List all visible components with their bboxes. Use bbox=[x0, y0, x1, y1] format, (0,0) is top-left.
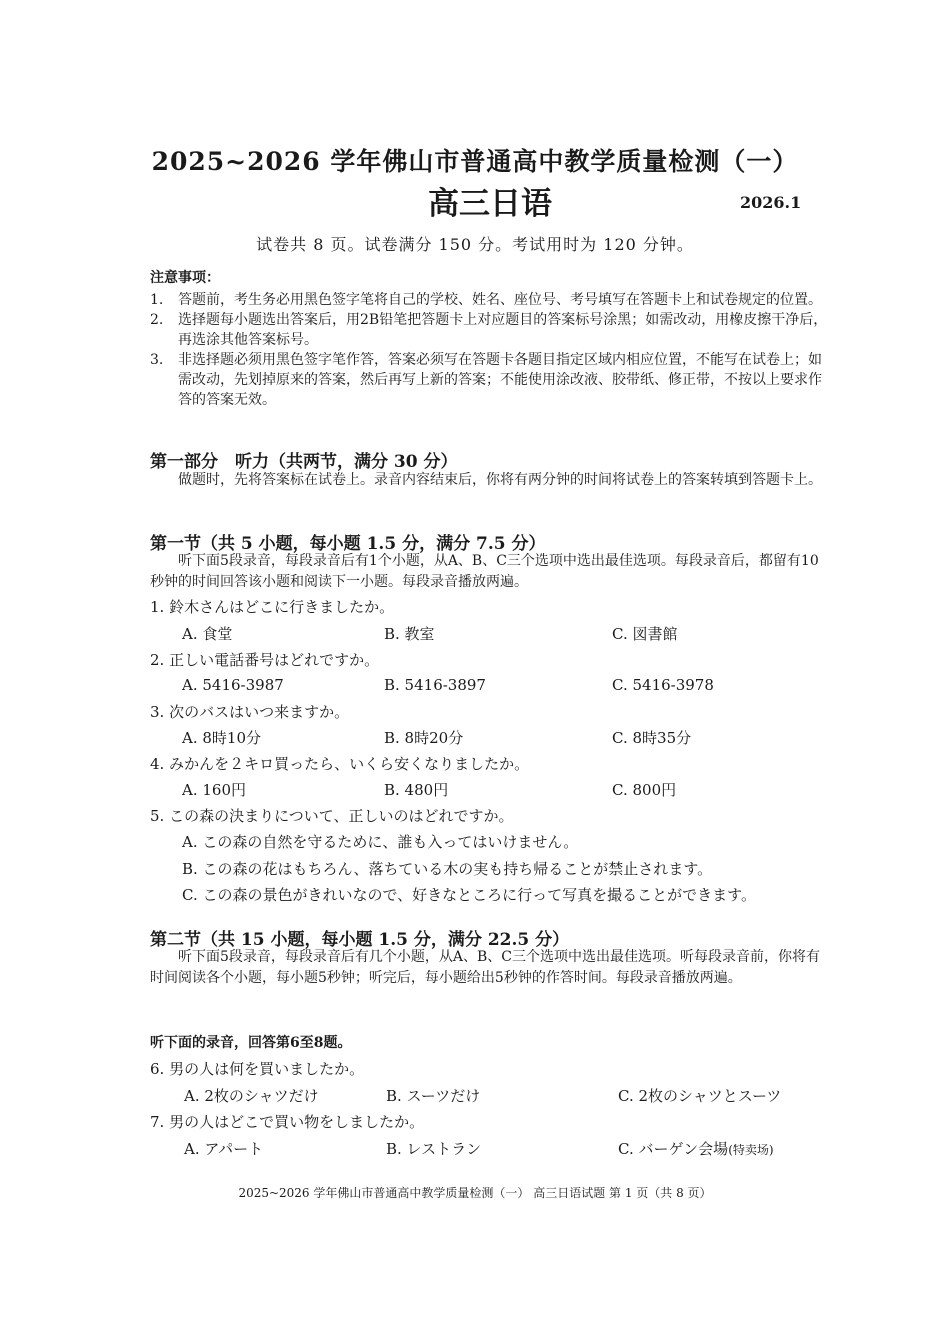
exam-subject: 高三日语 bbox=[428, 186, 552, 222]
notes-list bbox=[150, 290, 830, 410]
exam-info: 试卷共 8 页。试卷满分 150 分。考试用时为 120 分钟。 bbox=[256, 235, 694, 254]
option-c: C. 2枚のシャツとスーツ bbox=[618, 1087, 782, 1105]
option-c-note: (特卖场) bbox=[728, 1143, 774, 1157]
option-c: C. この森の景色がきれいなので、好きなところに行って写真を撮ることができます。 bbox=[182, 886, 756, 904]
question-1: 1. 鈴木さんはどこに行きましたか。 bbox=[150, 598, 395, 616]
question-7: 7. 男の人はどこで買い物をしましたか。 bbox=[150, 1113, 425, 1131]
option-a: A. この森の自然を守るために、誰も入ってはいけません。 bbox=[182, 833, 579, 851]
option-a: A. 5416-3987 bbox=[182, 676, 284, 694]
option-c: C. 800円 bbox=[612, 781, 677, 799]
option-b: B. 8時20分 bbox=[384, 729, 464, 747]
note-number: 1. bbox=[150, 292, 164, 308]
option-b: B. レストラン bbox=[386, 1140, 482, 1158]
option-c-text: C. バーゲン会場 bbox=[618, 1140, 729, 1158]
option-a: A. 8時10分 bbox=[182, 729, 261, 747]
section1-instruction: 听下面5段录音，每段录音后有1个小题，从A、B、C三个选项中选出最佳选项。每段录音后，都留有10秒钟的时间回答该小题和阅读下一小题。每段录音播放两遍。 bbox=[150, 553, 819, 590]
option-b: B. 教室 bbox=[384, 625, 435, 643]
part1-instruction: 做题时，先将答案标在试卷上。录音内容结束后，你将有两分钟的时间将试卷上的答案转填到答题卡上。 bbox=[178, 472, 822, 488]
section2-instruction: 听下面5段录音，每段录音后有几个小题，从A、B、C三个选项中选出最佳选项。听每段录音前，你将有时间阅读各个小题，每小题5秒钟；听完后，每小题给出5秒钟的作答时间。每段录音播放两遍。 bbox=[150, 949, 821, 986]
exam-title: 2025~2026 学年佛山市普通高中教学质量检测（一） bbox=[151, 147, 799, 176]
note-text: 答题前，考生务必用黑色签字笔将自己的学校、姓名、座位号、考号填写在答题卡上和试卷规定的位置。 bbox=[178, 292, 822, 308]
option-c bbox=[618, 1138, 774, 1159]
question-2: 2. 正しい電話番号はどれですか。 bbox=[150, 651, 380, 669]
notes-heading: 注意事项： bbox=[150, 270, 220, 286]
page-footer: 2025~2026 学年佛山市普通高中教学质量检测（一） 高三日语试题 第 1 页（共 8 页） bbox=[238, 1186, 712, 1200]
option-b: B. 480円 bbox=[384, 781, 449, 799]
option-c: C. 図書館 bbox=[612, 625, 678, 643]
option-c: C. 5416-3978 bbox=[612, 676, 714, 694]
question-3: 3. 次のバスはいつ来ますか。 bbox=[150, 703, 350, 721]
question-5: 5. この森の決まりについて、正しいのはどれですか。 bbox=[150, 807, 514, 825]
exam-date: 2026.1 bbox=[740, 193, 802, 212]
section1-heading: 第一节（共 5 小题，每小题 1.5 分，满分 7.5 分） bbox=[150, 534, 546, 554]
part1-heading: 第一部分 听力（共两节，满分 30 分） bbox=[150, 452, 458, 472]
note-text: 选择题每小题选出答案后，用2B铅笔把答题卡上对应题目的答案标号涂黑；如需改动，用橡皮擦干净后，再选涂其他答案标号。 bbox=[178, 312, 828, 348]
option-c: C. 8時35分 bbox=[612, 729, 692, 747]
note-text: 非选择题必须用黑色签字笔作答，答案必须写在答题卡各题目指定区域内相应位置，不能写在试卷上；如需改动，先划掉原来的答案，然后再写上新的答案；不能使用涂改液、胶带纸、修正带，不按以上要求作答的答案无效。 bbox=[178, 352, 822, 408]
option-a: A. 食堂 bbox=[182, 625, 233, 643]
question-4: 4. みかんを２キロ買ったら、いくら安くなりましたか。 bbox=[150, 755, 530, 773]
note-number: 3. bbox=[150, 352, 164, 368]
option-b: B. 5416-3897 bbox=[384, 676, 486, 694]
option-a: A. アパート bbox=[184, 1140, 264, 1158]
note-item bbox=[150, 290, 830, 310]
option-a: A. 2枚のシャツだけ bbox=[184, 1087, 319, 1105]
note-number: 2. bbox=[150, 312, 164, 328]
option-a: A. 160円 bbox=[182, 781, 246, 799]
listening-subheading: 听下面的录音，回答第6至8题。 bbox=[150, 1035, 352, 1051]
section2-heading: 第二节（共 15 小题，每小题 1.5 分，满分 22.5 分） bbox=[150, 930, 570, 950]
note-item bbox=[150, 350, 830, 410]
option-b: B. この森の花はもちろん、落ちている木の実も持ち帰ることが禁止されます。 bbox=[182, 860, 713, 878]
option-b: B. スーツだけ bbox=[386, 1087, 481, 1105]
note-item bbox=[150, 310, 830, 350]
question-6: 6. 男の人は何を買いましたか。 bbox=[150, 1060, 365, 1078]
